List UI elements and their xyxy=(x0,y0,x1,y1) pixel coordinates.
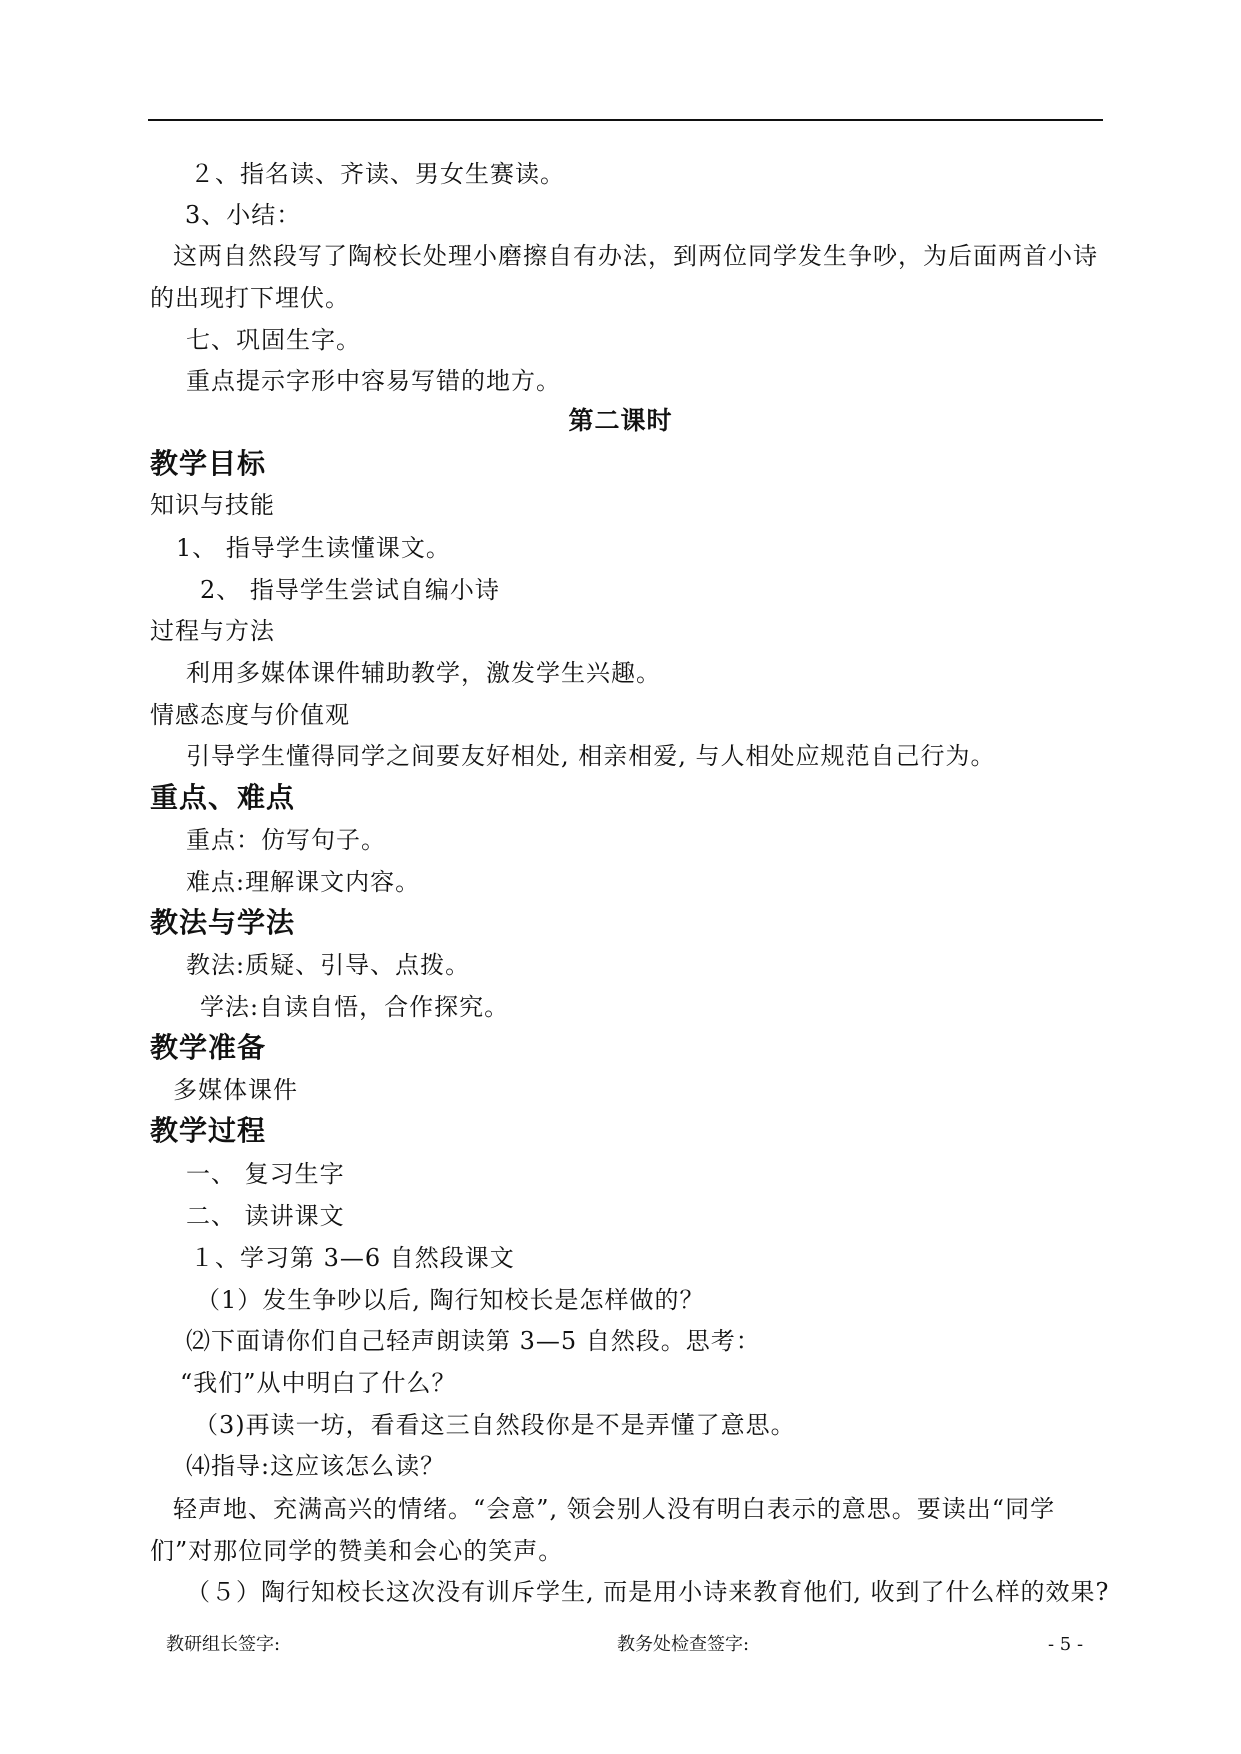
difficult-point: 难点:理解课文内容。 xyxy=(186,868,421,896)
process-text: 利用多媒体课件辅助教学，激发学生兴趣。 xyxy=(186,659,661,687)
question-2-continued: “我们”从中明白了什么？ xyxy=(180,1369,457,1397)
lesson-title: 第二课时 xyxy=(568,406,673,435)
process-sub-1: １、学习第 3—6 自然段课文 xyxy=(190,1244,515,1272)
question-4: ⑷指导:这应该怎么读？ xyxy=(186,1452,446,1480)
process-heading: 教学过程 xyxy=(150,1114,267,1147)
teaching-method: 教法:质疑、引导、点拨。 xyxy=(186,951,471,979)
key-points-heading: 重点、难点 xyxy=(150,781,296,814)
emotion-text: 引导学生懂得同学之间要友好相处, 相亲相爱, 与人相处应规范自己行为。 xyxy=(186,742,996,770)
knowledge-label: 知识与技能 xyxy=(150,491,275,519)
knowledge-item-2: 2、 指导学生尝试自编小诗 xyxy=(200,576,500,604)
reading-guide-line-1: 轻声地、充满高兴的情绪。“会意”, 领会别人没有明白表示的意思。要读出“同学 xyxy=(173,1495,1056,1523)
question-3: （3)再读一坊，看看这三自然段你是不是弄懂了意思。 xyxy=(194,1411,796,1439)
learning-method: 学法:自读自悟，合作探究。 xyxy=(200,993,510,1021)
process-step-2: 二、 读讲课文 xyxy=(186,1202,345,1230)
question-5: （５）陶行知校长这次没有训斥学生, 而是用小诗来教育他们, 收到了什么样的效果? xyxy=(186,1578,1110,1606)
page-number: - 5 - xyxy=(1048,1634,1084,1655)
prev-item-2: ２、指名读、齐读、男女生赛读。 xyxy=(190,160,565,188)
preparation-text: 多媒体课件 xyxy=(173,1076,298,1104)
group-leader-signature-label: 教研组长签字: xyxy=(166,1634,281,1655)
prev-item-3: 3、小结： xyxy=(185,201,302,229)
key-point: 重点：仿写句子。 xyxy=(186,826,386,854)
reading-guide-line-2: 们”对那位同学的赞美和会心的笑声。 xyxy=(150,1537,564,1565)
objectives-heading: 教学目标 xyxy=(150,447,267,480)
question-1: （1）发生争吵以后, 陶行知校长是怎样做的？ xyxy=(196,1286,705,1314)
step-7-detail: 重点提示字形中容易写错的地方。 xyxy=(186,367,561,395)
header-rule xyxy=(148,119,1103,121)
step-7: 七、巩固生字。 xyxy=(186,326,361,354)
summary-line-1: 这两自然段写了陶校长处理小磨擦自有办法，到两位同学发生争吵，为后面两首小诗 xyxy=(173,242,1098,270)
emotion-label: 情感态度与价值观 xyxy=(150,701,350,729)
preparation-heading: 教学准备 xyxy=(150,1031,267,1064)
process-label: 过程与方法 xyxy=(150,617,275,645)
process-step-1: 一、 复习生字 xyxy=(186,1160,345,1188)
summary-line-2: 的出现打下埋伏。 xyxy=(150,284,350,312)
office-signature-label: 教务处检查签字: xyxy=(617,1634,750,1655)
methods-heading: 教法与学法 xyxy=(150,906,296,939)
question-2: ⑵下面请你们自己轻声朗读第 3—5 自然段。思考： xyxy=(186,1327,761,1355)
knowledge-item-1: 1、 指导学生读懂课文。 xyxy=(176,534,451,562)
